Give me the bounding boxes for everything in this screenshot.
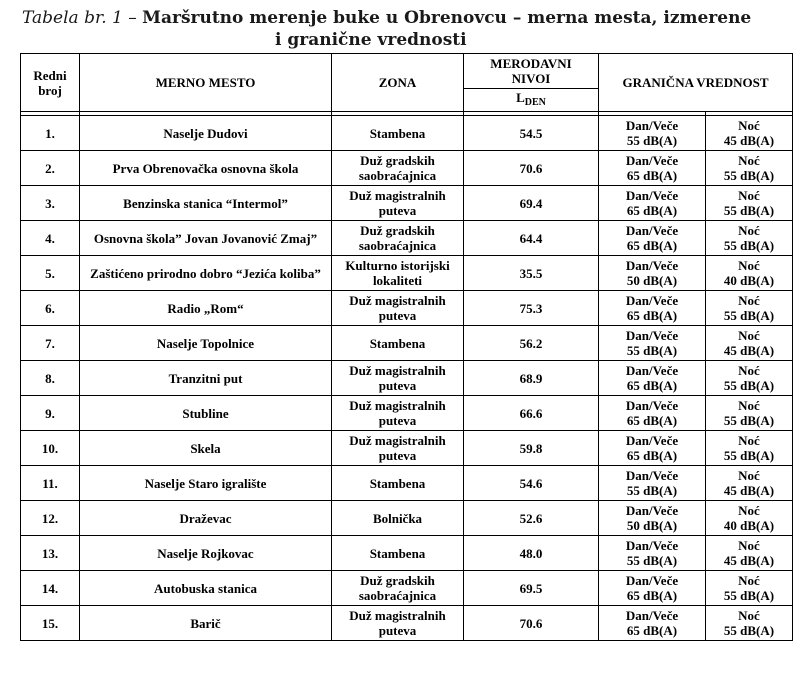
- limit-value: 55 dB(A): [626, 133, 678, 148]
- no-cell: 1.: [21, 116, 80, 151]
- limit-label: Dan/Veče: [625, 433, 679, 448]
- day-limit-cell: [599, 186, 706, 221]
- limit-value: 55 dB(A): [723, 588, 775, 603]
- level-cell: 52.6: [464, 501, 599, 536]
- level-cell: 35.5: [464, 256, 599, 291]
- limit-label: Noć: [738, 608, 760, 623]
- night-limit-cell: [706, 116, 793, 151]
- limit-value: 55 dB(A): [723, 203, 775, 218]
- limit-label: Dan/Veče: [625, 468, 679, 483]
- day-limit-cell: [599, 606, 706, 641]
- day-limit-cell: [599, 396, 706, 431]
- limit-label: Noć: [738, 153, 760, 168]
- limit-value: 65 dB(A): [626, 238, 678, 253]
- limit-label: Noć: [738, 293, 760, 308]
- limit-value: 55 dB(A): [626, 343, 678, 358]
- level-cell: 70.6: [464, 606, 599, 641]
- table-row: [21, 536, 793, 571]
- day-limit-cell: [599, 256, 706, 291]
- place-cell: Naselje Topolnice: [80, 326, 332, 361]
- caption-line-2: [275, 30, 467, 51]
- limit-value: 45 dB(A): [723, 343, 775, 358]
- limit-label: Dan/Veče: [625, 573, 679, 588]
- no-cell: 7.: [21, 326, 80, 361]
- limit-label: Noć: [738, 328, 760, 343]
- limit-value: 65 dB(A): [626, 623, 678, 638]
- limit-label: Noć: [738, 118, 760, 133]
- limit-label: Dan/Veče: [625, 188, 679, 203]
- zone-cell: Duž magistralnih puteva: [332, 361, 464, 396]
- night-limit-cell: [706, 151, 793, 186]
- place-cell: Zaštićeno prirodno dobro “Jezića koliba”: [80, 256, 332, 291]
- day-limit-cell: [599, 501, 706, 536]
- day-limit-cell: [599, 151, 706, 186]
- night-limit-cell: [706, 571, 793, 606]
- day-limit-cell: [599, 326, 706, 361]
- day-limit-cell: [599, 291, 706, 326]
- place-cell: Stubline: [80, 396, 332, 431]
- limit-label: Noć: [738, 398, 760, 413]
- night-limit-cell: [706, 431, 793, 466]
- limit-value: 65 dB(A): [626, 413, 678, 428]
- limit-label: Dan/Veče: [625, 328, 679, 343]
- limit-value: 55 dB(A): [723, 168, 775, 183]
- zone-cell: Duž gradskih saobraćajnica: [332, 221, 464, 256]
- limit-value: 55 dB(A): [626, 483, 678, 498]
- table-row: [21, 571, 793, 606]
- day-limit-cell: [599, 361, 706, 396]
- night-limit-cell: [706, 606, 793, 641]
- table-row: [21, 151, 793, 186]
- limit-label: Dan/Veče: [625, 293, 679, 308]
- night-limit-cell: [706, 466, 793, 501]
- table-row: [21, 396, 793, 431]
- zone-cell: Bolnička: [332, 501, 464, 536]
- caption-label: Tabela br. 1: [22, 8, 123, 28]
- day-limit-cell: [599, 116, 706, 151]
- limit-value: 55 dB(A): [723, 448, 775, 463]
- limit-label: Noć: [738, 503, 760, 518]
- place-cell: Radio „Rom“: [80, 291, 332, 326]
- limit-label: Dan/Veče: [625, 503, 679, 518]
- level-cell: 56.2: [464, 326, 599, 361]
- level-cell: 54.5: [464, 116, 599, 151]
- day-limit-cell: [599, 221, 706, 256]
- place-cell: Draževac: [80, 501, 332, 536]
- limit-value: 55 dB(A): [723, 378, 775, 393]
- limit-label: Dan/Veče: [625, 538, 679, 553]
- place-cell: Prva Obrenovačka osnovna škola: [80, 151, 332, 186]
- table-row: [21, 221, 793, 256]
- table-row: [21, 186, 793, 221]
- no-cell: 9.: [21, 396, 80, 431]
- zone-cell: Duž gradskih saobraćajnica: [332, 571, 464, 606]
- place-cell: Naselje Rojkovac: [80, 536, 332, 571]
- zone-cell: Duž magistralnih puteva: [332, 396, 464, 431]
- level-cell: 59.8: [464, 431, 599, 466]
- limit-value: 65 dB(A): [626, 588, 678, 603]
- limit-value: 65 dB(A): [626, 448, 678, 463]
- header-place: MERNO MESTO: [80, 54, 332, 112]
- limit-label: Noć: [738, 433, 760, 448]
- day-limit-cell: [599, 431, 706, 466]
- limit-label: Noć: [738, 363, 760, 378]
- level-cell: 70.6: [464, 151, 599, 186]
- limit-value: 55 dB(A): [626, 553, 678, 568]
- no-cell: 11.: [21, 466, 80, 501]
- limit-label: Dan/Veče: [625, 258, 679, 273]
- night-limit-cell: [706, 361, 793, 396]
- caption-line-1: [22, 8, 751, 29]
- level-cell: 48.0: [464, 536, 599, 571]
- zone-cell: Duž magistralnih puteva: [332, 186, 464, 221]
- no-cell: 5.: [21, 256, 80, 291]
- zone-cell: Duž magistralnih puteva: [332, 431, 464, 466]
- limit-label: Dan/Veče: [625, 118, 679, 133]
- night-limit-cell: [706, 221, 793, 256]
- zone-cell: Kulturno istorijski lokaliteti: [332, 256, 464, 291]
- table-row: [21, 466, 793, 501]
- limit-label: Dan/Veče: [625, 223, 679, 238]
- place-cell: Naselje Staro igralište: [80, 466, 332, 501]
- limit-value: 50 dB(A): [626, 273, 678, 288]
- no-cell: 13.: [21, 536, 80, 571]
- header-zone: ZONA: [332, 54, 464, 112]
- level-cell: 69.5: [464, 571, 599, 606]
- place-cell: Osnovna škola” Jovan Jovanović Zmaj”: [80, 221, 332, 256]
- no-cell: 2.: [21, 151, 80, 186]
- zone-cell: Duž magistralnih puteva: [332, 291, 464, 326]
- limit-label: Dan/Veče: [625, 398, 679, 413]
- zone-cell: Duž gradskih saobraćajnica: [332, 151, 464, 186]
- limit-value: 65 dB(A): [626, 378, 678, 393]
- caption-dash: –: [122, 8, 143, 28]
- place-cell: Barič: [80, 606, 332, 641]
- limit-value: 55 dB(A): [723, 238, 775, 253]
- zone-cell: Stambena: [332, 466, 464, 501]
- night-limit-cell: [706, 186, 793, 221]
- table-row: [21, 431, 793, 466]
- table-row: [21, 606, 793, 641]
- limit-label: Noć: [738, 573, 760, 588]
- limit-label: Noć: [738, 188, 760, 203]
- place-cell: Autobuska stanica: [80, 571, 332, 606]
- day-limit-cell: [599, 571, 706, 606]
- limit-value: 45 dB(A): [723, 483, 775, 498]
- night-limit-cell: [706, 326, 793, 361]
- day-limit-cell: [599, 536, 706, 571]
- header-level-unit: $L_{DEN}$: [464, 89, 599, 112]
- caption-title-1: Maršrutno merenje buke u Obrenovcu – merna mesta, izmerene: [142, 8, 752, 28]
- limit-label: Dan/Veče: [625, 608, 679, 623]
- no-cell: 15.: [21, 606, 80, 641]
- limit-label: Noć: [738, 538, 760, 553]
- no-cell: 6.: [21, 291, 80, 326]
- header-no: Redni broj: [21, 54, 80, 112]
- table-row: [21, 501, 793, 536]
- zone-cell: Stambena: [332, 116, 464, 151]
- no-cell: 10.: [21, 431, 80, 466]
- place-cell: Tranzitni put: [80, 361, 332, 396]
- limit-label: Noć: [738, 223, 760, 238]
- limit-value: 55 dB(A): [723, 623, 775, 638]
- level-cell: 68.9: [464, 361, 599, 396]
- night-limit-cell: [706, 501, 793, 536]
- table-row: [21, 326, 793, 361]
- table-row: [21, 116, 793, 151]
- limit-value: 40 dB(A): [723, 273, 775, 288]
- night-limit-cell: [706, 256, 793, 291]
- level-cell: 69.4: [464, 186, 599, 221]
- limit-value: 50 dB(A): [626, 518, 678, 533]
- table-row: [21, 256, 793, 291]
- limit-value: 40 dB(A): [723, 518, 775, 533]
- zone-cell: Duž magistralnih puteva: [332, 606, 464, 641]
- limit-value: 55 dB(A): [723, 413, 775, 428]
- no-cell: 4.: [21, 221, 80, 256]
- limit-value: 55 dB(A): [723, 308, 775, 323]
- table-row: [21, 291, 793, 326]
- limit-label: Dan/Veče: [625, 363, 679, 378]
- header-level: MERODAVNI NIVOI: [464, 54, 599, 89]
- level-cell: 54.6: [464, 466, 599, 501]
- limit-value: 45 dB(A): [723, 133, 775, 148]
- zone-cell: Stambena: [332, 536, 464, 571]
- limit-label: Noć: [738, 468, 760, 483]
- day-limit-cell: [599, 466, 706, 501]
- no-cell: 8.: [21, 361, 80, 396]
- zone-cell: Stambena: [332, 326, 464, 361]
- no-cell: 14.: [21, 571, 80, 606]
- no-cell: 12.: [21, 501, 80, 536]
- noise-table: [20, 53, 793, 641]
- night-limit-cell: [706, 396, 793, 431]
- place-cell: Naselje Dudovi: [80, 116, 332, 151]
- no-cell: 3.: [21, 186, 80, 221]
- limit-value: 45 dB(A): [723, 553, 775, 568]
- level-cell: 64.4: [464, 221, 599, 256]
- limit-value: 65 dB(A): [626, 308, 678, 323]
- caption-title-2: i granične vrednosti: [275, 30, 467, 50]
- limit-value: 65 dB(A): [626, 168, 678, 183]
- limit-label: Noć: [738, 258, 760, 273]
- table-row: [21, 361, 793, 396]
- level-cell: 75.3: [464, 291, 599, 326]
- night-limit-cell: [706, 291, 793, 326]
- place-cell: Benzinska stanica “Intermol”: [80, 186, 332, 221]
- place-cell: Skela: [80, 431, 332, 466]
- limit-label: Dan/Veče: [625, 153, 679, 168]
- header-limit: GRANIČNA VREDNOST: [599, 54, 793, 112]
- limit-value: 65 dB(A): [626, 203, 678, 218]
- level-cell: 66.6: [464, 396, 599, 431]
- night-limit-cell: [706, 536, 793, 571]
